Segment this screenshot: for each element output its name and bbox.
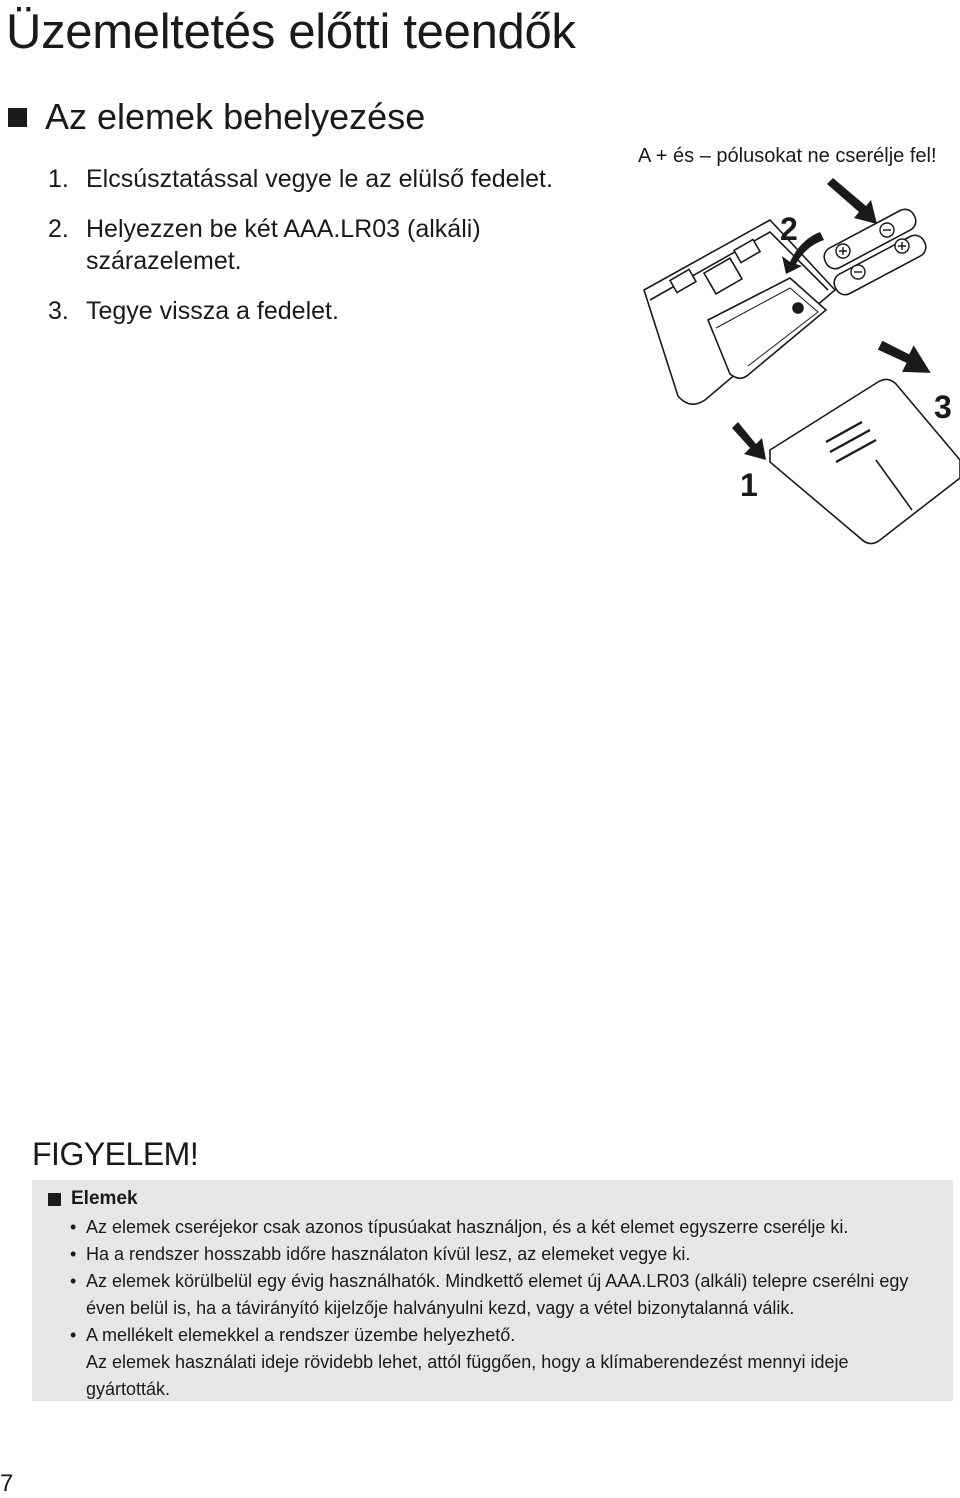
polarity-note: A + és – pólusokat ne cserélje fel! xyxy=(638,145,937,167)
step-item xyxy=(48,163,608,195)
caution-item: • Az elemek cseréjekor csak azonos típusúakat használjon, és a két elemet egyszerre cserélje ki. xyxy=(48,1214,937,1241)
caution-box xyxy=(32,1180,953,1401)
caution-item: • Ha a rendszer hosszabb időre használaton kívül lesz, az elemeket vegye ki. xyxy=(48,1241,937,1268)
step-item xyxy=(48,213,608,277)
caution-list xyxy=(48,1214,937,1403)
page-number: 7 xyxy=(0,1470,14,1497)
step-number: 3. xyxy=(48,297,69,325)
battery-installation-illustration xyxy=(630,160,960,560)
step-text: Helyezzen be két AAA.LR03 (alkáli) szárazelemet. xyxy=(86,215,481,275)
battery-cover xyxy=(770,379,960,543)
caution-item: • Az elemek körülbelül egy évig használhatók. Mindkettő elemet új AAA.LR03 (alkáli) telepre cserélni egy éven belül is, ha a távirányító kijelzője halványulni kezd, vagy a vétel bizonytalanná válik. xyxy=(48,1268,937,1322)
step-list xyxy=(48,163,608,345)
step-number: 2. xyxy=(48,215,69,243)
caution-box-heading xyxy=(48,1186,937,1212)
caution-item-continued: Az elemek használati ideje rövidebb lehet, attól függően, hogy a klímaberendezést mennyi ideje gyártották. xyxy=(86,1352,849,1399)
caution-item: • A mellékelt elemekkel a rendszer üzembe helyezhető. xyxy=(48,1322,937,1349)
step-text: Tegye vissza a fedelet. xyxy=(86,297,339,325)
page-title: Üzemeltetés előtti teendők xyxy=(6,5,576,59)
square-bullet-icon xyxy=(8,108,27,127)
section-heading xyxy=(8,96,425,138)
section-heading-text: Az elemek behelyezése xyxy=(45,96,426,137)
step-item xyxy=(48,295,608,327)
square-bullet-icon xyxy=(48,1193,61,1206)
caution-box-heading-text: Elemek xyxy=(71,1188,138,1209)
step-number: 1. xyxy=(48,165,69,193)
step-label-2: 2 xyxy=(780,211,798,247)
step-text: Elcsúsztatással vegye le az elülső fedelet. xyxy=(86,165,553,193)
step-label-3: 3 xyxy=(934,389,952,425)
caution-title: FIGYELEM! xyxy=(32,1136,199,1172)
step-label-1: 1 xyxy=(740,467,758,503)
